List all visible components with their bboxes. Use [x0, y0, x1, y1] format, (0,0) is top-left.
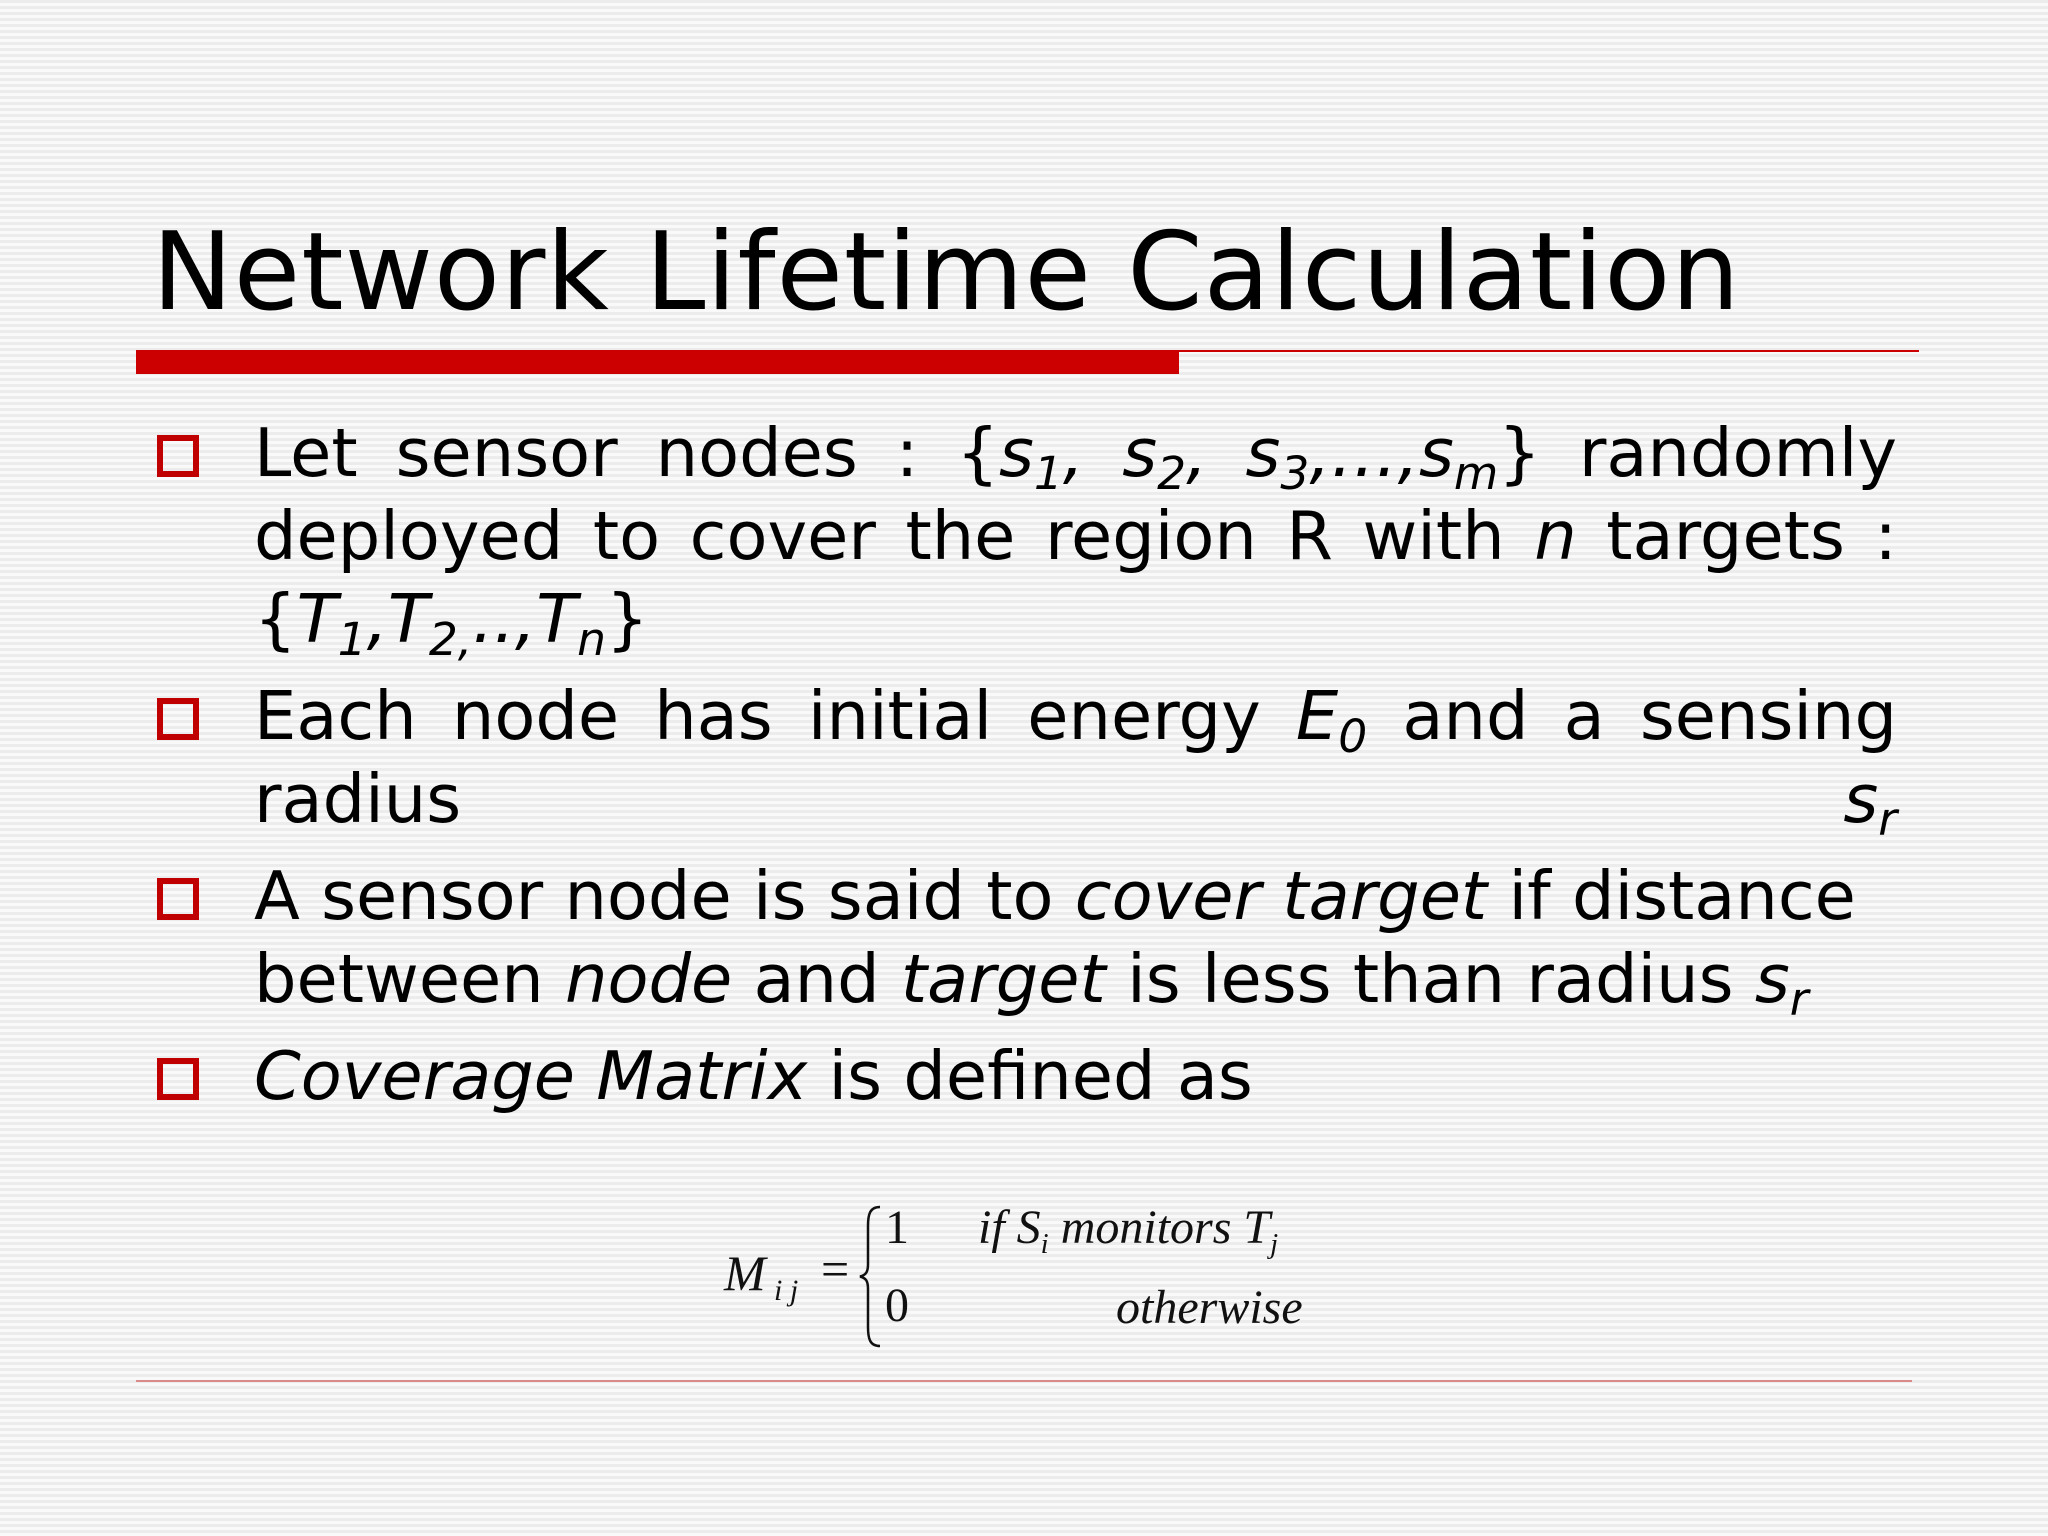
- math-subscript: 2: [1157, 446, 1187, 500]
- math-symbol: s: [1245, 414, 1281, 492]
- bullet-text: is less than radius: [1105, 940, 1755, 1018]
- math-subscript: r: [1878, 792, 1897, 846]
- math-subscript: 3: [1280, 446, 1310, 500]
- bullet-text: } randomly deployed to cover the region R with: [254, 414, 1897, 575]
- formula-case1-text: monitors T: [1048, 1201, 1271, 1254]
- emphasis-text: Coverage Matrix: [254, 1037, 808, 1115]
- bullet-text: is defined as: [807, 1037, 1253, 1115]
- formula-equals: =: [821, 1241, 850, 1297]
- bullet-text: ,: [1062, 414, 1123, 492]
- bullet-text: and a sensing radius: [254, 677, 1897, 838]
- math-symbol: T: [387, 580, 429, 658]
- bullet-text: ,…,: [1309, 414, 1419, 492]
- bullet-text: Each node has initial energy: [254, 677, 1296, 755]
- math-symbol: s: [1122, 414, 1158, 492]
- bullet-text: if distance between: [254, 857, 1856, 1018]
- bullet-text: and: [732, 940, 901, 1018]
- formula-case1-condition: [978, 1200, 1279, 1261]
- math-subscript: 2,: [428, 612, 473, 666]
- formula-case1-text: if S: [978, 1201, 1041, 1254]
- coverage-matrix-formula: [720, 1196, 1340, 1356]
- title-underline-thin: [1179, 350, 1919, 352]
- math-subscript: 1: [1033, 446, 1063, 500]
- bullet-text: }: [606, 580, 649, 658]
- bullet-text: targets : {: [254, 497, 1897, 658]
- math-symbol: T: [536, 580, 578, 658]
- square-bullet-icon: [157, 435, 199, 477]
- math-subscript: 1: [337, 612, 367, 666]
- math-symbol: s: [1843, 760, 1879, 838]
- math-symbol: s: [1418, 414, 1454, 492]
- slide-title: Network Lifetime Calculation: [152, 210, 1741, 335]
- formula-lhs: M: [724, 1245, 766, 1301]
- math-symbol: s: [999, 414, 1034, 492]
- emphasis-text: target: [900, 940, 1106, 1018]
- emphasis-text: node: [565, 940, 733, 1018]
- math-symbol: s: [1754, 940, 1790, 1018]
- math-symbol: n: [1534, 497, 1577, 575]
- formula-subscript-j: j: [1270, 1228, 1279, 1261]
- math-subscript: 0: [1338, 709, 1368, 763]
- bullet-coverage-matrix: [152, 1035, 1897, 1118]
- square-bullet-icon: [157, 878, 199, 920]
- formula-case1-value: 1: [885, 1201, 909, 1254]
- math-subscript: m: [1453, 446, 1499, 500]
- formula-case2-condition: otherwise: [1116, 1281, 1303, 1334]
- math-symbol: T: [296, 580, 338, 658]
- title-underline-thick: [136, 350, 1179, 374]
- square-bullet-icon: [157, 698, 199, 740]
- math-subscript: r: [1789, 972, 1809, 1026]
- emphasis-text: cover target: [1074, 857, 1488, 935]
- bullet-text: Let sensor nodes : {: [254, 414, 999, 492]
- bullet-list: [152, 400, 1897, 1118]
- formula-lhs-subscript: i j: [774, 1274, 799, 1307]
- bullet-cover-target: [152, 855, 1897, 1026]
- bullet-sensor-nodes: [152, 412, 1897, 666]
- math-subscript: n: [577, 612, 606, 666]
- bullet-text: A sensor node is said to: [254, 857, 1075, 935]
- bullet-text: ,: [366, 580, 388, 658]
- bullet-text: ,: [1186, 414, 1246, 492]
- formula-subscript-i: i: [1040, 1228, 1049, 1261]
- math-symbol: E: [1295, 677, 1339, 755]
- left-brace-icon: [858, 1204, 884, 1349]
- bullet-initial-energy: [152, 675, 1897, 846]
- square-bullet-icon: [157, 1058, 199, 1100]
- footer-rule: [136, 1380, 1912, 1382]
- formula-case2-value: 0: [885, 1279, 909, 1332]
- bullet-text: ..,: [472, 580, 537, 658]
